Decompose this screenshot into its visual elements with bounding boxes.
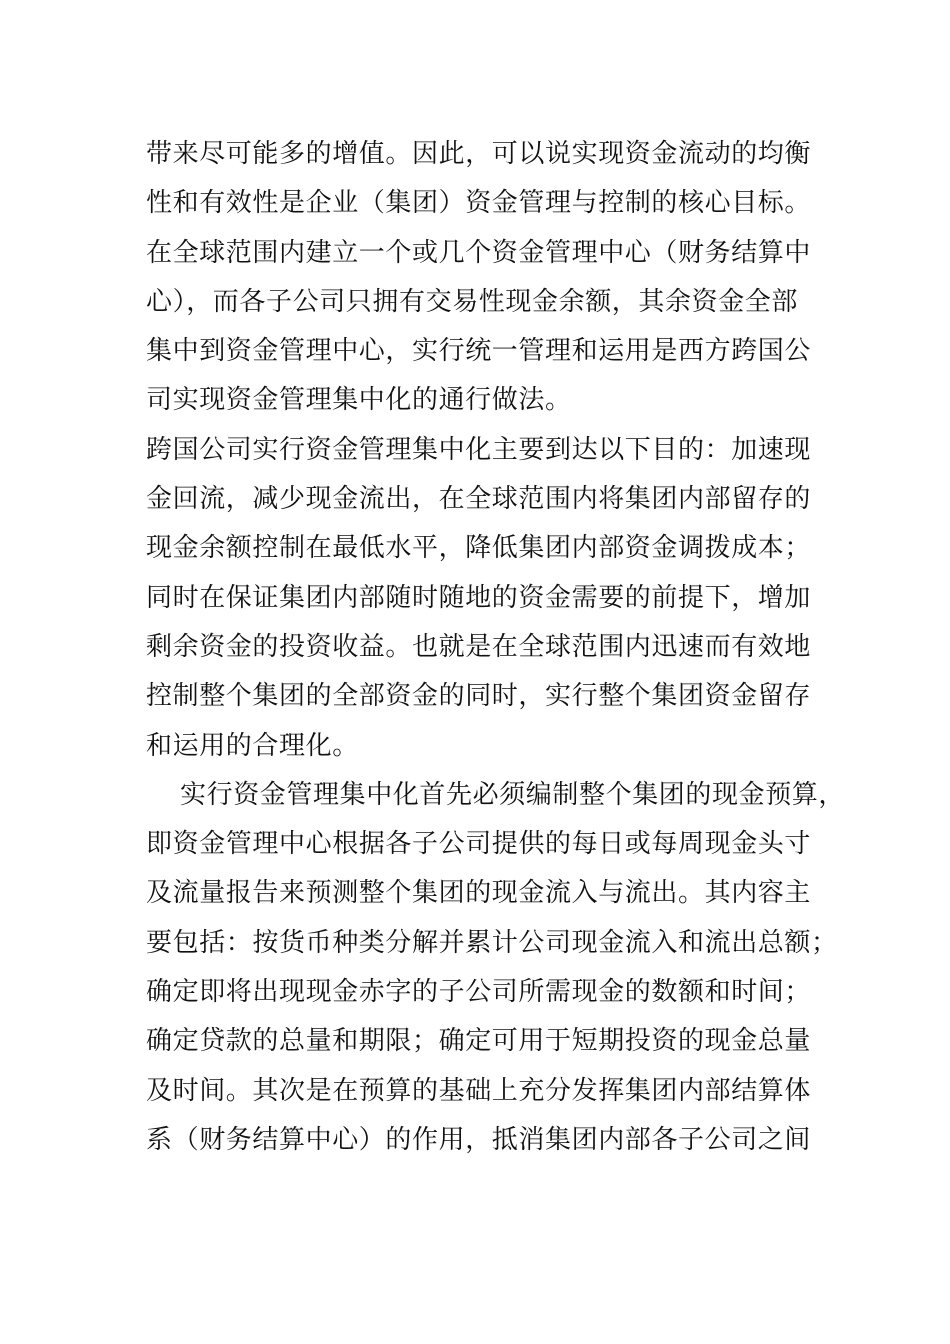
text-line: 带来尽可能多的增值。因此，可以说实现资金流动的均衡 (146, 139, 812, 169)
text-line: 心），而各子公司只拥有交易性现金余额，其余资金全部 (146, 286, 799, 317)
text-line: 在全球范围内建立一个或几个资金管理中心（财务结算中 (146, 237, 812, 268)
paragraph-first-line: 实行资金管理集中化首先必须编制整个集团的现金预算， (180, 779, 846, 810)
text-line: 同时在保证集团内部随时随地的资金需要的前提下，增加 (146, 582, 812, 613)
text-line: 及流量报告来预测整个集团的现金流入与流出。其内容主 (146, 878, 812, 909)
text-line: 金回流，减少现金流出，在全球范围内将集团内部留存的 (146, 484, 812, 515)
text-line: 确定即将出现现金赤字的子公司所需现金的数额和时间； (146, 977, 812, 1008)
text-line: 剩余资金的投资收益。也就是在全球范围内迅速而有效地 (146, 631, 812, 662)
text-line: 要包括：按货币种类分解并累计公司现金流入和流出总额； (146, 927, 838, 958)
text-line: 性和有效性是企业（集团）资金管理与控制的核心目标。 (146, 188, 812, 219)
text-line: 及时间。其次是在预算的基础上充分发挥集团内部结算体 (146, 1075, 812, 1106)
text-line: 系（财务结算中心）的作用，抵消集团内部各子公司之间 (146, 1124, 812, 1155)
text-line: 确定贷款的总量和期限；确定可用于短期投资的现金总量 (146, 1026, 812, 1057)
text-line: 跨国公司实行资金管理集中化主要到达以下目的：加速现 (146, 434, 812, 465)
text-line: 集中到资金管理中心，实行统一管理和运用是西方跨国公 (146, 336, 812, 367)
text-line: 即资金管理中心根据各子公司提供的每日或每周现金头寸 (146, 829, 812, 860)
text-line: 司实现资金管理集中化的通行做法。 (146, 385, 572, 416)
text-line: 现金余额控制在最低水平，降低集团内部资金调拨成本； (146, 533, 812, 564)
text-line: 和运用的合理化。 (146, 730, 359, 761)
text-line: 控制整个集团的全部资金的同时，实行整个集团资金留存 (146, 681, 812, 712)
body-text (146, 130, 846, 1165)
